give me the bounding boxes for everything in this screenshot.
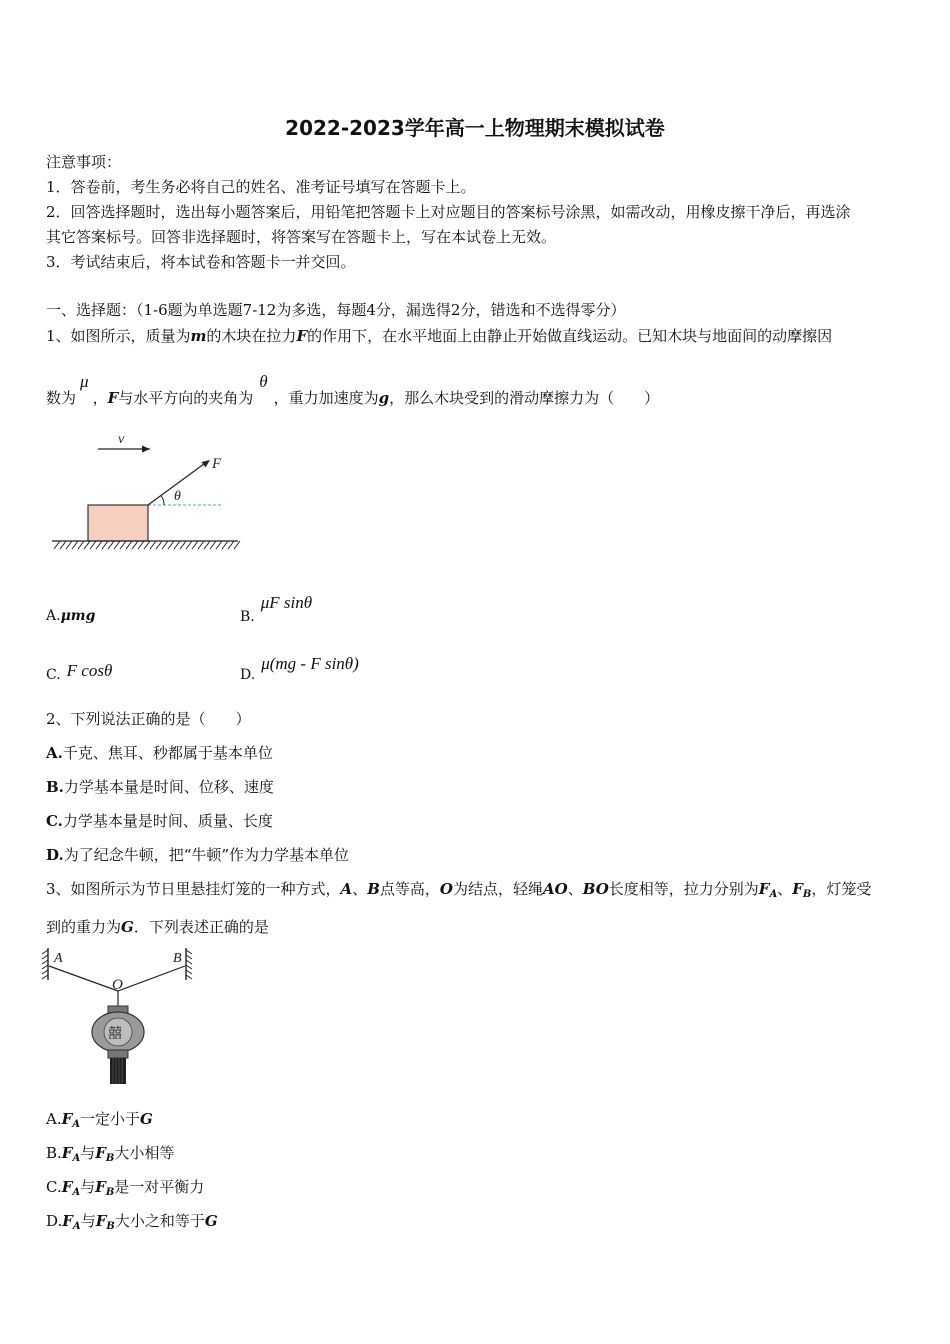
- q3-option-c: $C.F_A$与$F_B$是一对平衡力: [46, 1178, 205, 1198]
- q1-stem-line1: 1、如图所示，质量为m的木块在拉力F的作用下，在水平地面上由静止开始做直线运动。已知木块与地面间的动摩擦因: [46, 327, 833, 345]
- q1-block-figure: [46, 425, 246, 555]
- q1-option-d: D.μ(mg - F sinθ): [240, 654, 359, 683]
- q1-option-a: A.μmg: [46, 608, 96, 624]
- q2-option-a: A.千克、焦耳、秒都属于基本单位: [46, 744, 273, 762]
- force-label: F: [212, 456, 222, 472]
- q3-option-a: $A.F_A$一定小于G: [46, 1110, 153, 1130]
- q3-option-b: $B.F_A$与$F_B$大小相等: [46, 1144, 175, 1164]
- notice-item-3: 3．考试结束后，将本试卷和答题卡一并交回。: [46, 253, 356, 271]
- notice-item-2: 2．回答选择题时，选出每小题答案后，用铅笔把答题卡上对应题目的答案标号涂黑，如需改动，用橡皮擦干净后，再选涂: [46, 203, 851, 221]
- q3-stem-line1: 3、如图所示为节日里悬挂灯笼的一种方式，A、B点等高，O为结点，轻绳AO、BO长度相等，拉力分别为$F_A$、$F_B$，灯笼受: [46, 880, 872, 900]
- point-o-label: O: [112, 977, 123, 993]
- notice-item-1: 1．答卷前，考生务必将自己的姓名、准考证号填写在答题卡上。: [46, 178, 476, 196]
- notice-item-2-cont: 其它答案标号。回答非选择题时，将答案写在答题卡上，写在本试卷上无效。: [46, 228, 557, 246]
- q1-option-c: C. F cosθ: [46, 661, 113, 683]
- q2-option-b: B.力学基本量是时间、位移、速度: [46, 778, 274, 796]
- q2-option-c: C.力学基本量是时间、质量、长度: [46, 812, 273, 830]
- point-b-label: B: [173, 951, 182, 966]
- lantern-character: 囍: [108, 1026, 122, 1042]
- q3-stem-line2: 到的重力为G．下列表述正确的是: [46, 918, 269, 936]
- section-heading: 一、选择题：（1-6题为单选题7-12为多选，每题4分，漏选得2分，错选和不选得零分）: [46, 301, 626, 319]
- notice-heading: 注意事项：: [46, 153, 122, 171]
- q1-option-b: B.μF sinθ: [240, 593, 313, 625]
- point-a-label: A: [54, 951, 63, 966]
- q3-lantern-figure: [40, 944, 200, 1089]
- q3-option-d: $D.F_A$与$F_B$大小之和等于G: [46, 1212, 218, 1232]
- page-title: 2022-2023学年高一上物理期末模拟试卷: [285, 116, 665, 140]
- q2-option-d: D.为了纪念牛顿，把“牛顿”作为力学基本单位: [46, 846, 350, 864]
- angle-label: θ: [174, 489, 181, 504]
- q2-stem: 2、下列说法正确的是（ ）: [46, 710, 251, 728]
- velocity-label: v: [118, 432, 125, 447]
- q1-stem-line2: 数为μ，F与水平方向的夹角为θ，重力加速度为g，那么木块受到的滑动摩擦力为（ ）: [46, 372, 660, 407]
